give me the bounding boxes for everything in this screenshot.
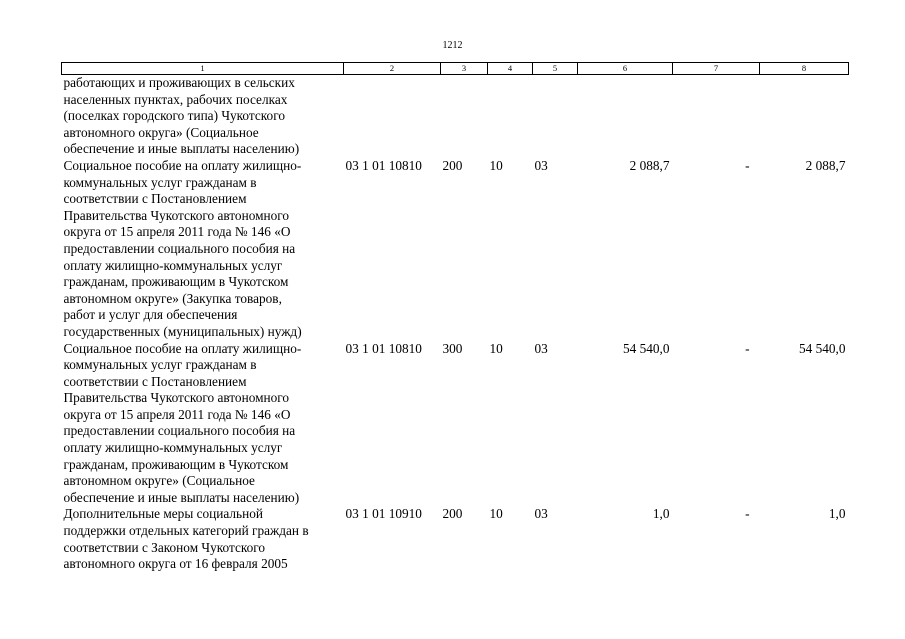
row-sum: 1,0 [652,506,670,522]
row-change: - [745,340,750,356]
row-total [760,75,849,158]
row-total: 2 088,7 [805,157,846,173]
row-change [673,75,760,158]
page-number: 1212 [442,40,463,51]
row-vr: 200 [442,506,463,522]
row-pr: 03 [534,340,548,356]
column-header-5: 5 [533,63,578,75]
row-vr [441,75,488,158]
column-header-6: 6 [578,63,673,75]
row-name: Социальное пособие на оплату жилищно- коммунальных услуг гражданам в соответствии с Постановлением Правительства Чукотского автономного округа от 15 апреля 2011 года № 146 «О предоставлении социального пособия на оплату жилищно-коммунальных услуг гражданам, проживающим в Чукотском автономном округе» (Закупка товаров, работ и услуг для обеспечения государственных (муниципальных) нужд) [63,157,302,339]
row-vr: 300 [442,340,463,356]
row-pr [533,75,578,158]
row-name: работающих и проживающих в сельских населенных пунктах, рабочих поселках (поселках городского типа) Чукотского автономного округа» (Социальное обеспечение и иные выплаты населению) [63,75,300,157]
table-body [62,75,849,573]
row-change: - [745,506,750,522]
column-header-3: 3 [441,63,488,75]
row-sum [578,75,673,158]
row-code: 03 1 01 10810 [345,157,422,173]
row-vr: 200 [442,157,463,173]
table-row [62,158,849,341]
row-rz: 10 [489,157,503,173]
column-header-1: 1 [62,63,344,75]
column-header-2: 2 [344,63,441,75]
row-rz [488,75,533,158]
row-total: 54 540,0 [798,340,846,356]
table-row [62,75,849,158]
row-code: 03 1 01 10910 [345,506,422,522]
row-rz: 10 [489,506,503,522]
column-header-7: 7 [673,63,760,75]
row-sum: 54 540,0 [622,340,670,356]
table-row [62,506,849,572]
row-total: 1,0 [828,506,846,522]
row-sum: 2 088,7 [629,157,670,173]
column-header-4: 4 [488,63,533,75]
table-row [62,341,849,507]
row-name: Дополнительные меры социальной поддержки отдельных категорий граждан в соответствии с Законом Чукотского автономного округа от 16 февраля 2005 [63,506,309,572]
row-pr: 03 [534,157,548,173]
row-name: Социальное пособие на оплату жилищно- коммунальных услуг гражданам в соответствии с Постановлением Правительства Чукотского автономного округа от 15 апреля 2011 года № 146 «О предоставлении социального пособия на оплату жилищно-коммунальных услуг гражданам, проживающим в Чукотском автономном округе» (Социальное обеспечение и иные выплаты населению) [63,340,302,505]
row-code: 03 1 01 10810 [345,340,422,356]
row-rz: 10 [489,340,503,356]
column-header-8: 8 [760,63,849,75]
budget-table [61,62,849,573]
table-header [62,63,849,75]
row-pr: 03 [534,506,548,522]
row-change: - [745,157,750,173]
row-code [344,75,441,158]
